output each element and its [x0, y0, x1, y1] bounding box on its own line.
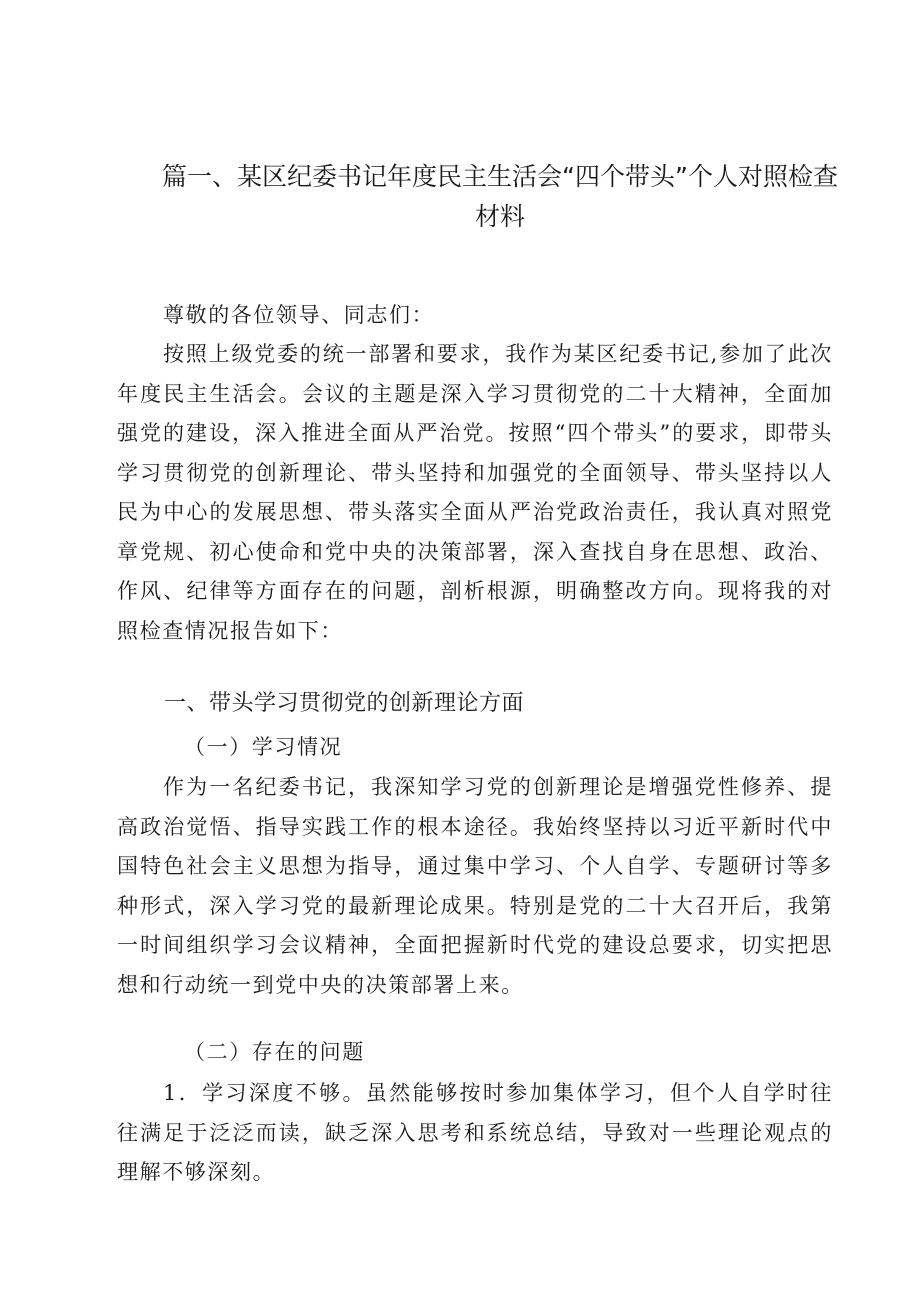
section-heading: 一、带头学习贯彻党的创新理论方面: [164, 691, 525, 716]
intro-paragraph: 按照上级党委的统一部署和要求，我作为某区纪委书记,参加了此次年度民主生活会。会议的主题是深入学习贯彻党的二十大精神，全面加强党的建设，深入推进全面从严治党。按照“四个带头”的要求，即带头学习贯彻党的创新理论、带头坚持和加强党的全面领导、带头坚持以人民为中心的发展思想、带头落实全面从严治党政治责任，我认真对照党章党规、初心使命和党中央的决策部署，深入查找自身在思想、政治、作风、纪律等方面存在的问题，剖析根源，明确整改方向。现将我的对照检查情况报告如下：: [117, 342, 833, 643]
document-title: 篇一、某区纪委书记年度民主生活会“四个带头”个人对照检查材料: [162, 162, 838, 231]
subsection-heading-study: （一）学习情况: [184, 735, 343, 759]
subsection-heading-problems: （二）存在的问题: [184, 1040, 365, 1064]
salutation: 尊敬的各位领导、同志们：: [163, 303, 435, 327]
study-paragraph: 作为一名纪委书记，我深知学习党的创新理论是增强党性修养、提高政治觉悟、指导实践工作的根本途径。我始终坚持以习近平新时代中国特色社会主义思想为指导，通过集中学习、个人自学、专题研讨等多种形式，深入学习党的最新理论成果。特别是党的二十大召开后，我第一时间组织学习会议精神，全面把握新时代党的建设总要求，切实把思想和行动统一到党中央的决策部署上来。: [117, 775, 833, 997]
problem-paragraph: 1．学习深度不够。虽然能够按时参加集体学习，但个人自学时往往满足于泛泛而读，缺乏深入思考和系统总结，导致对一些理论观点的理解不够深刻。: [117, 1081, 833, 1184]
